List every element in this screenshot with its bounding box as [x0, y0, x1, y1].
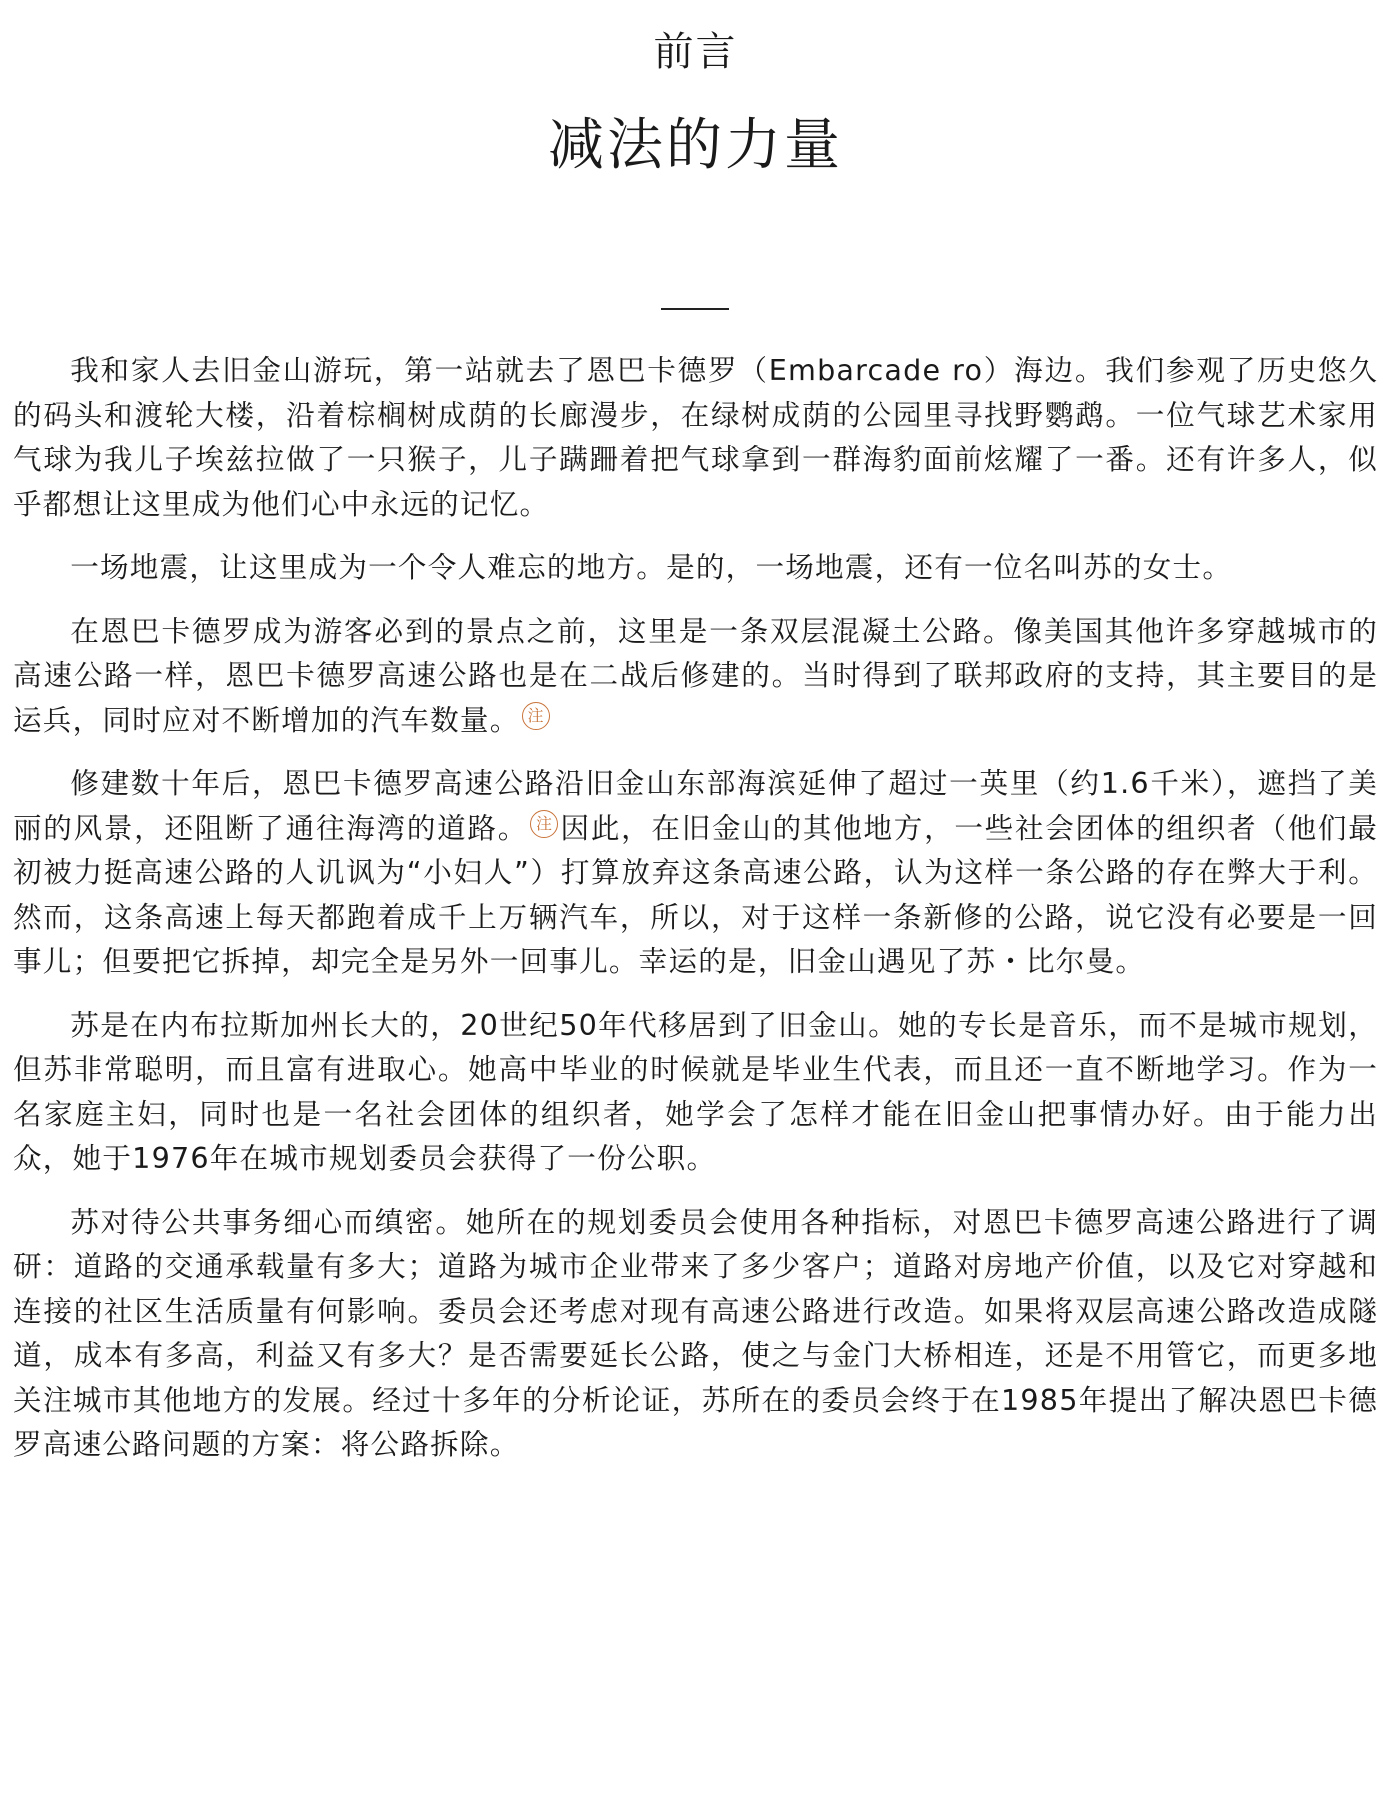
paragraph-2-text: 一场地震，让这里成为一个令人难忘的地方。是的，一场地震，还有一位名叫苏的女士。: [70, 550, 1233, 584]
paragraph-6: [13, 1200, 1378, 1467]
paragraph-4-text-b: 因此，在旧金山的其他地方，一些社会团体的组织者（他们最初被力挺高速公路的人讥讽为“小妇人”）打算放弃这条高速公路，认为这样一条公路的存在弊大于利。然而，这条高速上每天都跑着成千上万辆汽车，所以，对于这样一条新修的公路，说它没有必要是一回事儿；但要把它拆掉，却完全是另外一回事儿。幸运的是，旧金山遇见了苏・比尔曼。: [13, 810, 1379, 978]
paragraph-6-text: 苏对待公共事务细心而缜密。她所在的规划委员会使用各种指标，对恩巴卡德罗高速公路进行了调研：道路的交通承载量有多大；道路为城市企业带来了多少客户；道路对房地产价值，以及它对穿越和连接的社区生活质量有何影响。委员会还考虑对现有高速公路进行改造。如果将双层高速公路改造成隧道，成本有多高，利益又有多大？是否需要延长公路，使之与金门大桥相连，还是不用管它，而更多地关注城市其他地方的发展。经过十多年的分析论证，苏所在的委员会终于在1985年提出了解决恩巴卡德罗高速公路问题的方案：将公路拆除。: [13, 1204, 1378, 1461]
paragraph-5: [13, 1003, 1378, 1181]
chapter-label: 前言: [653, 29, 738, 75]
footnote-marker-icon[interactable]: 注: [530, 810, 558, 838]
body-text: [13, 348, 1378, 1486]
paragraph-1-text: 我和家人去旧金山游玩，第一站就去了恩巴卡德罗（Embarcade ro）海边。我们参观了历史悠久的码头和渡轮大楼，沿着棕榈树成荫的长廊漫步，在绿树成荫的公园里寻找野鹦鹉。一位气球艺术家用气球为我儿子埃兹拉做了一只猴子，儿子蹒跚着把气球拿到一群海豹面前炫耀了一番。还有许多人，似乎都想让这里成为他们心中永远的记忆。: [13, 353, 1378, 521]
title-divider: [661, 308, 729, 310]
paragraph-1: [13, 348, 1378, 526]
paragraph-3-text: 在恩巴卡德罗成为游客必到的景点之前，这里是一条双层混凝土公路。像美国其他许多穿越城市的高速公路一样，恩巴卡德罗高速公路也是在二战后修建的。当时得到了联邦政府的支持，其主要目的是运兵，同时应对不断增加的汽车数量。: [13, 613, 1378, 737]
paragraph-4: [13, 761, 1378, 984]
paragraph-3: [13, 609, 1378, 743]
paragraph-5-text: 苏是在内布拉斯加州长大的，20世纪50年代移居到了旧金山。她的专长是音乐，而不是城市规划，但苏非常聪明，而且富有进取心。她高中毕业的时候就是毕业生代表，而且还一直不断地学习。作为一名家庭主妇，同时也是一名社会团体的组织者，她学会了怎样才能在旧金山把事情办好。由于能力出众，她于1976年在城市规划委员会获得了一份公职。: [13, 1007, 1378, 1175]
paragraph-2: [13, 545, 1378, 590]
footnote-marker-icon[interactable]: 注: [522, 702, 550, 730]
paragraph-4-text-a: 修建数十年后，恩巴卡德罗高速公路沿旧金山东部海滨延伸了超过一英里（约1.6千米），遮挡了美丽的风景，还阻断了通往海湾的道路。: [13, 766, 1378, 845]
chapter-title: 减法的力量: [548, 113, 843, 178]
